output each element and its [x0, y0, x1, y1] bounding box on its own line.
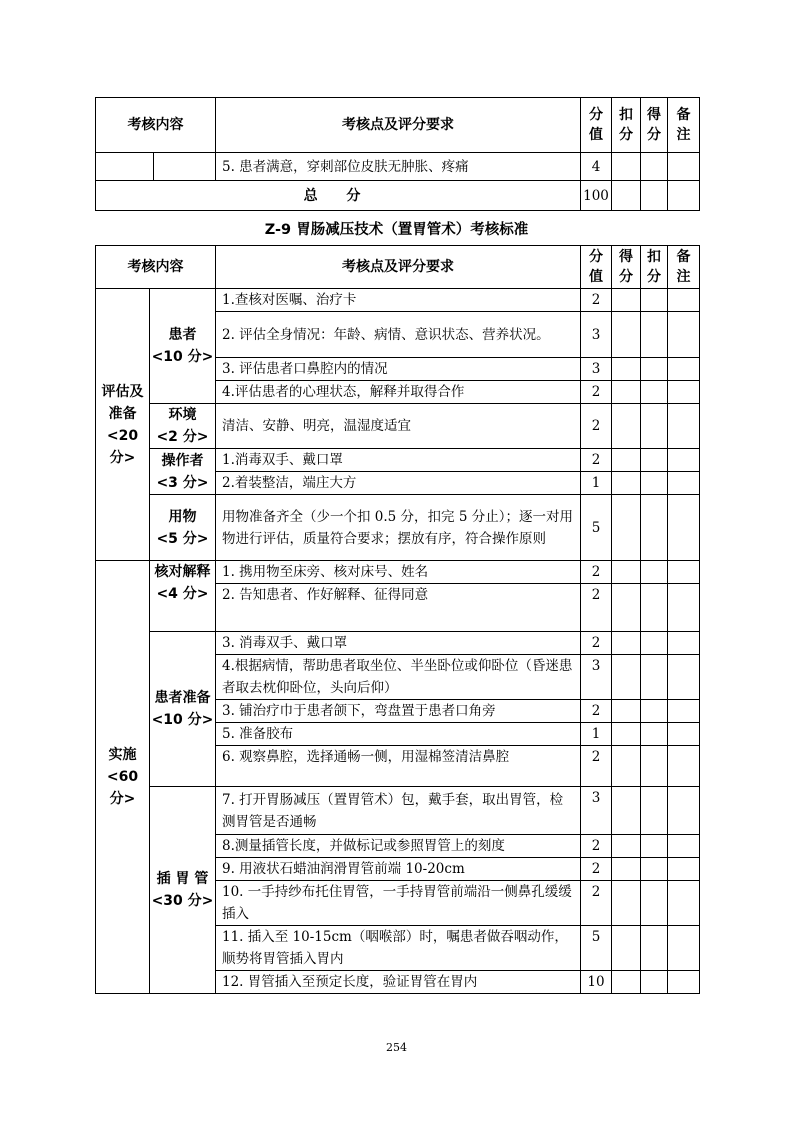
- section-implementation: 实施 <60 分>: [96, 561, 150, 994]
- row-item: 3. 评估患者口鼻腔内的情况: [216, 358, 581, 381]
- row-score: 4: [581, 153, 612, 181]
- header-score: 分 值: [581, 98, 612, 153]
- subsection-verify: 核对解释 <4 分>: [150, 561, 216, 632]
- table-header-row: [96, 246, 700, 289]
- total-row: [96, 181, 700, 211]
- row-item: 2. 评估全身情况：年龄、病情、意识状态、营养状况。: [216, 312, 581, 358]
- row-item: 3. 消毒双手、戴口罩: [216, 632, 581, 655]
- table-row: [96, 787, 700, 835]
- row-score: 2: [581, 746, 612, 787]
- row-score: 2: [581, 858, 612, 881]
- row-item: 1.消毒双手、戴口罩: [216, 449, 581, 472]
- row-score: 2: [581, 449, 612, 472]
- subsection-patient: 患者 <10 分>: [150, 289, 216, 404]
- header-note: 备 注: [668, 246, 700, 289]
- row-score: 2: [581, 881, 612, 926]
- row-item: 11. 插入至 10-15cm（咽喉部）时，嘱患者做吞咽动作，顺势将胃管插入胃内: [216, 926, 581, 971]
- header-points: 考核点及评分要求: [216, 98, 581, 153]
- header-deduct: 扣 分: [641, 246, 668, 289]
- row-item: 1. 携用物至床旁、核对床号、姓名: [216, 561, 581, 584]
- row-item: 3. 铺治疗巾于患者颌下，弯盘置于患者口角旁: [216, 700, 581, 723]
- row-item: 1.查核对医嘱、治疗卡: [216, 289, 581, 312]
- row-item: 7. 打开胃肠减压（置胃管术）包，戴手套，取出胃管，检测胃管是否通畅: [216, 787, 581, 835]
- row-score: 2: [581, 584, 612, 632]
- row-score: 2: [581, 700, 612, 723]
- previous-table: [95, 97, 700, 211]
- row-score: 10: [581, 971, 612, 994]
- row-score: 2: [581, 289, 612, 312]
- table-row: [96, 289, 700, 312]
- row-score: 3: [581, 787, 612, 835]
- total-label: 总 分: [96, 181, 581, 211]
- row-score: 2: [581, 632, 612, 655]
- subsection-patient-prep: 患者准备 <10 分>: [150, 632, 216, 787]
- header-note: 备 注: [668, 98, 700, 153]
- row-item: 2.着装整洁，端庄大方: [216, 472, 581, 495]
- row-item: 用物准备齐全（少一个扣 0.5 分，扣完 5 分止）；逐一对用物进行评估，质量符合要求；摆放有序，符合操作原则: [216, 495, 581, 561]
- row-item: 清洁、安静、明亮，温湿度适宜: [216, 404, 581, 449]
- row-item: 4.评估患者的心理状态，解释并取得合作: [216, 381, 581, 404]
- subsection-supplies: 用物 <5 分>: [150, 495, 216, 561]
- total-score: 100: [581, 181, 612, 211]
- assessment-table: [95, 245, 700, 994]
- section-assess: 评估及 准备 <20 分>: [96, 289, 150, 561]
- table-row: [96, 404, 700, 449]
- header-score: 分 值: [581, 246, 612, 289]
- row-score: 2: [581, 381, 612, 404]
- row-item: 5. 患者满意，穿刺部位皮肤无肿胀、疼痛: [216, 153, 581, 181]
- table-row: [96, 449, 700, 472]
- table-row: [96, 495, 700, 561]
- row-score: 3: [581, 358, 612, 381]
- row-score: 3: [581, 312, 612, 358]
- table-row: [96, 632, 700, 655]
- table-title: Z-9 胃肠减压技术（置胃管术）考核标准: [264, 222, 529, 238]
- header-points: 考核点及评分要求: [216, 246, 581, 289]
- header-content: 考核内容: [96, 98, 216, 153]
- row-item: 12. 胃管插入至预定长度，验证胃管在胃内: [216, 971, 581, 994]
- header-get: 得 分: [641, 98, 668, 153]
- row-item: 10. 一手持纱布托住胃管，一手持胃管前端沿一侧鼻孔缓缓插入: [216, 881, 581, 926]
- subsection-operator: 操作者 <3 分>: [150, 449, 216, 495]
- header-get: 得 分: [612, 246, 641, 289]
- table-header-row: [96, 98, 700, 153]
- table-row: [96, 153, 700, 181]
- row-item: 4.根据病情，帮助患者取坐位、半坐卧位或仰卧位（昏迷患者取去枕仰卧位，头向后仰）: [216, 655, 581, 700]
- row-score: 1: [581, 723, 612, 746]
- subsection-insert-tube: 插 胃 管 <30 分>: [150, 787, 216, 994]
- subsection-environment: 环境 <2 分>: [150, 404, 216, 449]
- page-number: 254: [386, 1041, 407, 1054]
- row-score: 2: [581, 835, 612, 858]
- row-score: 5: [581, 926, 612, 971]
- row-item: 5. 准备胶布: [216, 723, 581, 746]
- row-item: 8.测量插管长度，并做标记或参照胃管上的刻度: [216, 835, 581, 858]
- header-content: 考核内容: [96, 246, 216, 289]
- table-row: [96, 561, 700, 584]
- row-score: 2: [581, 561, 612, 584]
- row-score: 5: [581, 495, 612, 561]
- row-score: 1: [581, 472, 612, 495]
- row-item: 6. 观察鼻腔，选择通畅一侧，用湿棉签清洁鼻腔: [216, 746, 581, 787]
- row-item: 2. 告知患者、作好解释、征得同意: [216, 584, 581, 632]
- header-deduct: 扣 分: [612, 98, 641, 153]
- row-item: 9. 用液状石蜡油润滑胃管前端 10-20cm: [216, 858, 581, 881]
- row-score: 3: [581, 655, 612, 700]
- row-score: 2: [581, 404, 612, 449]
